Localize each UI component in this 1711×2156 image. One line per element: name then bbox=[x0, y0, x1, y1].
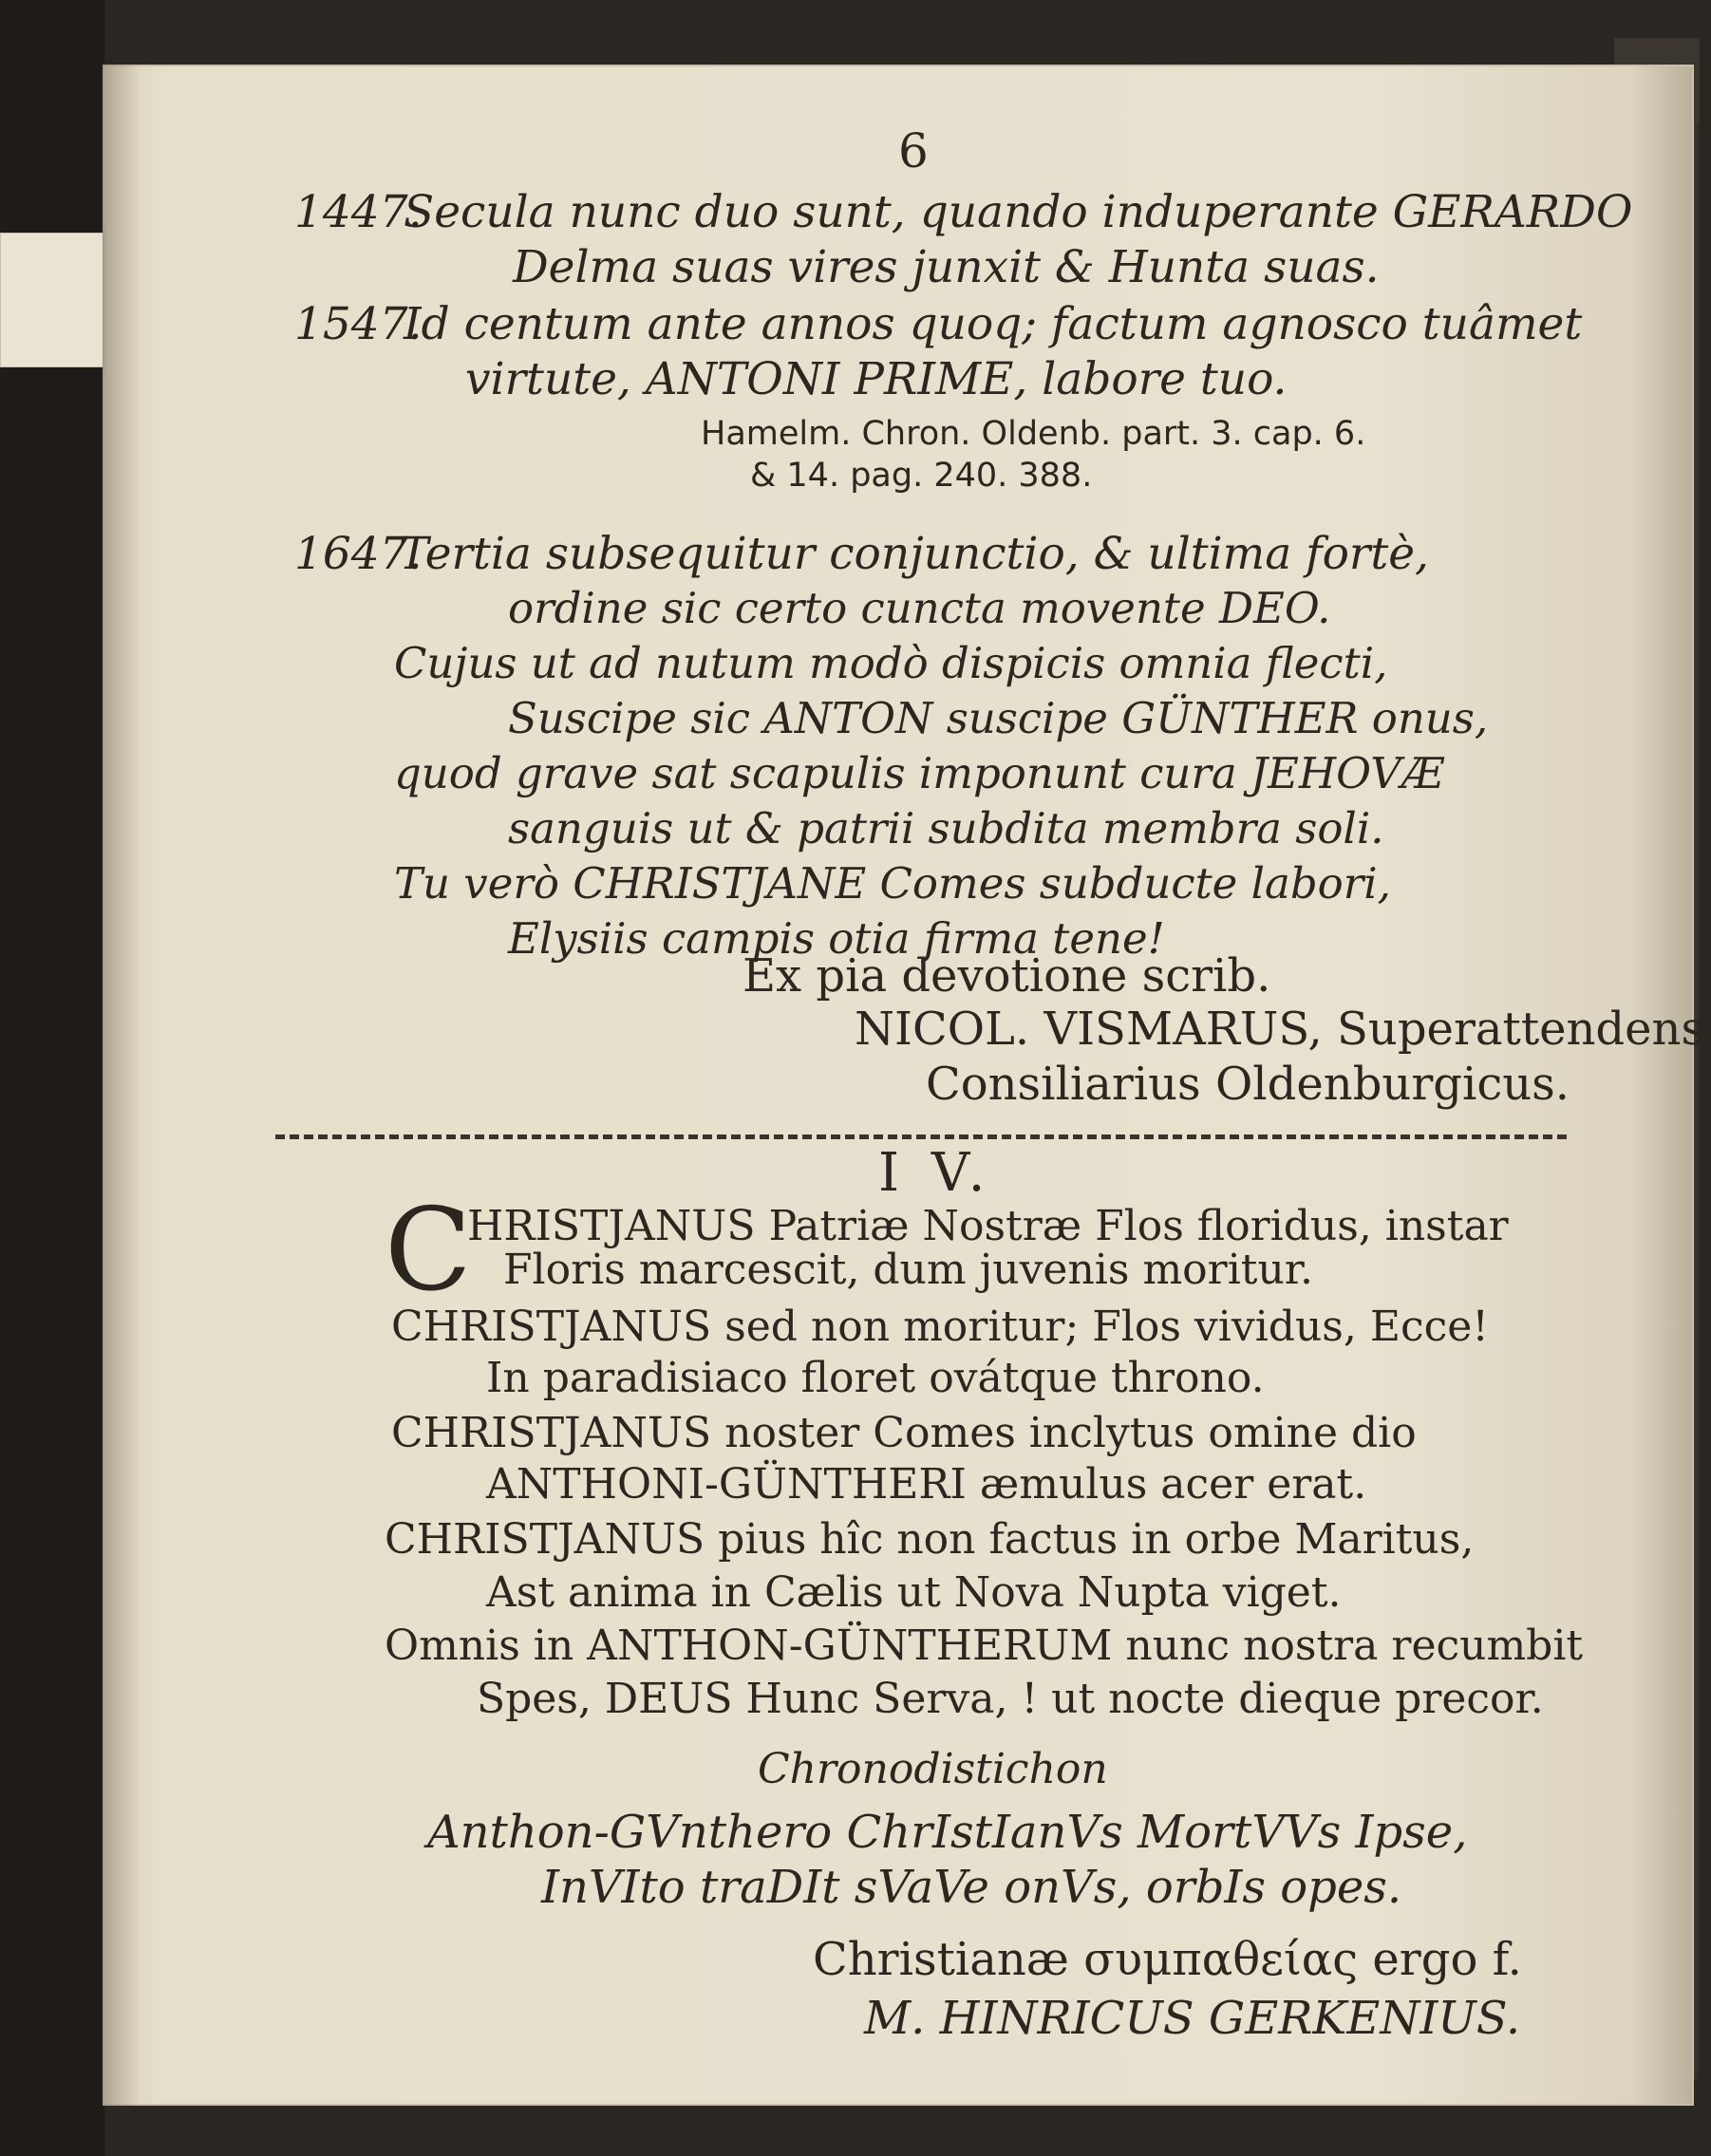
chronodistichon-line: Anthon-GVnthero ChrIstIanVs MortVVs Ipse, bbox=[427, 1806, 1468, 1859]
page-number: 6 bbox=[898, 123, 929, 178]
section-divider bbox=[275, 1134, 1567, 1139]
year-label: 1647. bbox=[294, 528, 423, 580]
verse-line: HRISTJANUS Patriæ Nostræ Flos floridus, instar bbox=[467, 1202, 1509, 1250]
verse-line: Spes, DEUS Hunc Serva, ! ut nocte dieque precor. bbox=[477, 1675, 1544, 1723]
chronodistichon-line: InVIto traDIt sVaVe onVs, orbIs opes. bbox=[541, 1861, 1402, 1914]
verse-line: Secula nunc duo sunt, quando induperante GERARDO bbox=[404, 186, 1633, 238]
year-label: 1547. bbox=[294, 298, 423, 350]
section-heading: I V. bbox=[878, 1142, 993, 1204]
verse-line: ANTHONI-GÜNTHERI æmulus acer erat. bbox=[486, 1460, 1367, 1509]
verse-line: In paradisiaco floret ovátque throno. bbox=[486, 1354, 1265, 1402]
verse-line: Elysiis campis otia firma tene! bbox=[508, 913, 1165, 964]
signature-line: Christianæ συμπαθείας ergo f. bbox=[813, 1933, 1522, 1986]
author-name: NICOL. VISMARUS, Superattendens bbox=[855, 1003, 1705, 1056]
verse-line: Tu verò CHRISTJANE Comes subducte labori, bbox=[394, 858, 1391, 909]
verse-line: Omnis in ANTHON-GÜNTHERUM nunc nostra recumbit bbox=[385, 1622, 1584, 1670]
verse-line: Suscipe sic ANTON suscipe GÜNTHER onus, bbox=[508, 693, 1489, 743]
verse-line: Floris marcescit, dum juvenis moritur. bbox=[503, 1246, 1313, 1294]
citation-line: & 14. pag. 240. 388. bbox=[750, 457, 1093, 495]
verse-line: virtute, ANTONI PRIME, labore tuo. bbox=[465, 353, 1288, 405]
verse-line: ordine sic certo cuncta movente DEO. bbox=[508, 583, 1331, 633]
verse-line: Tertia subsequitur conjunctio, & ultima fortè, bbox=[399, 528, 1429, 580]
verse-line: quod grave sat scapulis imponunt cura JEHOVÆ bbox=[394, 748, 1444, 798]
citation-line: Hamelm. Chron. Oldenb. part. 3. cap. 6. bbox=[701, 415, 1366, 453]
verse-line: CHRISTJANUS pius hîc non factus in orbe Maritus, bbox=[385, 1515, 1475, 1564]
verse-line: CHRISTJANUS sed non moritur; Flos vividus, Ecce! bbox=[391, 1303, 1489, 1351]
drop-cap: C bbox=[385, 1185, 472, 1317]
chronodistichon-title: Chronodistichon bbox=[758, 1745, 1108, 1793]
verse-line: Cujus ut ad nutum modò dispicis omnia flecti, bbox=[394, 638, 1388, 688]
verse-line: Ast anima in Cælis ut Nova Nupta viget. bbox=[486, 1568, 1342, 1617]
author-title: Consiliarius Oldenburgicus. bbox=[926, 1058, 1570, 1111]
verse-line: Delma suas vires junxit & Hunta suas. bbox=[513, 241, 1380, 293]
author-name: M. HINRICUS GERKENIUS. bbox=[864, 1992, 1521, 2045]
verse-line: Id centum ante annos quoq; factum agnosco tuâmet bbox=[404, 298, 1583, 350]
signature-line: Ex pia devotione scrib. bbox=[743, 949, 1271, 1003]
year-label: 1447. bbox=[294, 186, 423, 238]
verse-line: CHRISTJANUS noster Comes inclytus omine dio bbox=[391, 1409, 1417, 1457]
verse-line: sanguis ut & patrii subdita membra soli. bbox=[508, 803, 1384, 853]
